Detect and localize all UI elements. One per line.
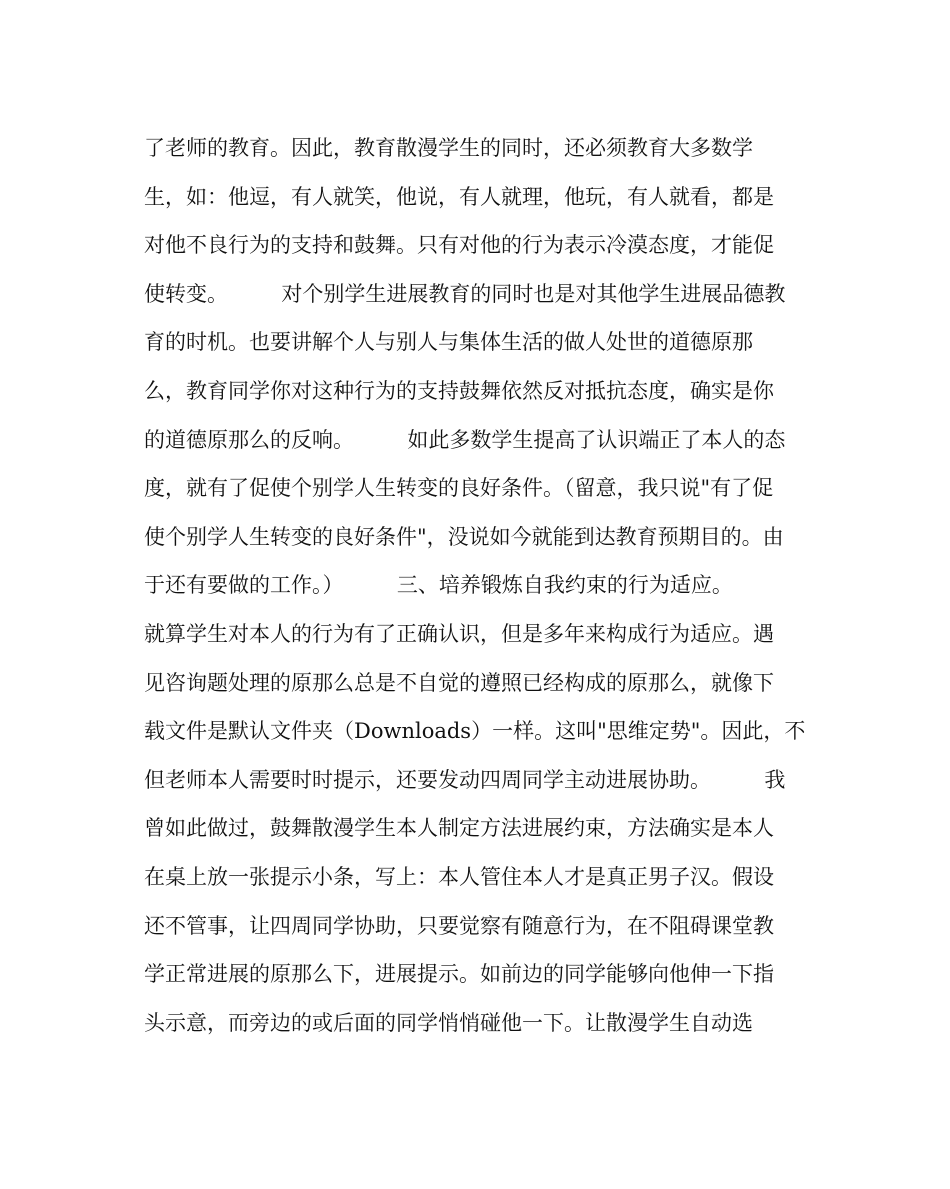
text-line: 于还有要做的工作。） 三、培养锻炼自我约束的行为适应。 [144, 573, 733, 598]
text-line: 在桌上放一张提示小条，写上：本人管住本人才是真正男子汉。假设 [144, 864, 774, 889]
text-line: 度，就有了促使个别学人生转变的良好条件。（留意，我只说"有了促 [144, 476, 774, 501]
text-line: 头示意，而旁边的或后面的同学悄悄碰他一下。让散漫学生自动选 [144, 1010, 753, 1035]
text-line: 育的时机。也要讲解个人与别人与集体生活的做人处世的道德原那 [144, 330, 753, 355]
text-line: 曾如此做过，鼓舞散漫学生本人制定方法进展约束，方法确实是本人 [144, 816, 774, 841]
text-line: 的道德原那么的反响。 如此多数学生提高了认识端正了本人的态 [144, 427, 786, 452]
text-line: 载文件是默认文件夹（Downloads）一样。这叫"思维定势"。因此，不 [144, 719, 806, 744]
text-line: 学正常进展的原那么下，进展提示。如前边的同学能够向他伸一下指 [144, 962, 774, 987]
text-line: 就算学生对本人的行为有了正确认识，但是多年来构成行为适应。遇 [144, 621, 774, 646]
body-text [144, 124, 816, 1047]
text-line: 使个别学人生转变的良好条件"，没说如今就能到达教育预期目的。由 [144, 524, 784, 549]
text-line: 了老师的教育。因此，教育散漫学生的同时，还必须教育大多数学 [144, 136, 753, 160]
text-line: 使转变。 对个别学生进展教育的同时也是对其他学生进展品德教 [144, 281, 786, 306]
text-line: 对他不良行为的支持和鼓舞。只有对他的行为表示冷漠态度，才能促 [144, 233, 774, 258]
text-line: 么，教育同学你对这种行为的支持鼓舞依然反对抵抗态度，确实是你 [144, 378, 774, 403]
text-line: 见咨询题处理的原那么总是不自觉的遵照已经构成的原那么，就像下 [144, 670, 774, 695]
text-line: 生，如：他逗，有人就笑，他说，有人就理，他玩，有人就看，都是 [144, 184, 774, 209]
text-line: 还不管事，让四周同学协助，只要觉察有随意行为，在不阻碍课堂教 [144, 913, 774, 938]
text-line: 但老师本人需要时时提示，还要发动四周同学主动进展协助。 我 [144, 767, 786, 792]
